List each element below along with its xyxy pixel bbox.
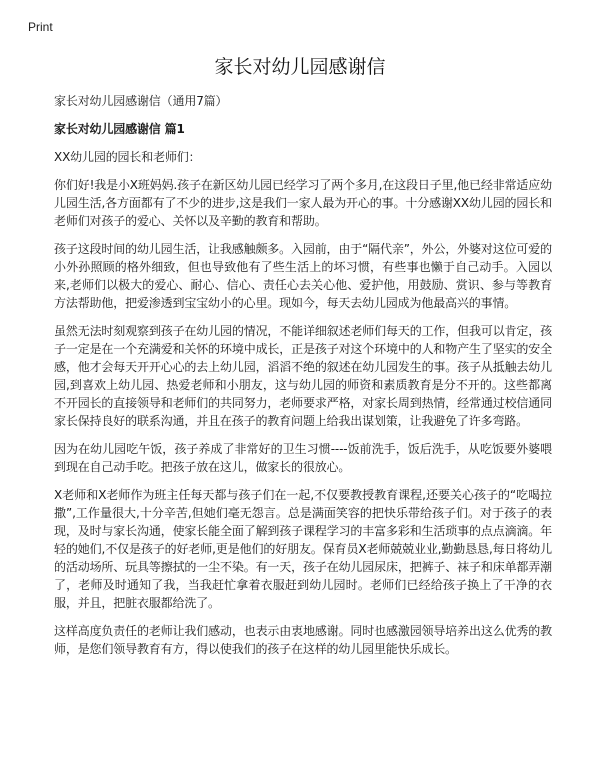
paragraph-1: 你们好!我是小X班妈妈.孩子在新区幼儿园已经学习了两个多月,在这段日子里,他已经非常适应幼儿园生活,各方面都有了不少的进步,这是我们一家人最为开心的事。十分感谢XX幼儿园的园长和老师们对孩子的爱心、关怀以及辛勤的教育和帮助。: [54, 178, 552, 228]
section-heading: 家长对幼儿园感谢信 篇1: [54, 122, 185, 136]
document-body: [54, 92, 552, 668]
paragraph-2: 孩子这段时间的幼儿园生活，让我感触颇多。入园前，由于“隔代亲”，外公，外婆对这位可爱的小外孙照顾的格外细致，但也导致他有了些生活上的坏习惯，有些事也懒于自己动手。入园以来,老师们以极大的爱心、耐心、信心、责任心去关心他、爱护他，用鼓励、赏识、参与等教育方法帮助他，把爱渗透到宝宝幼小的心里。现如今，每天去幼儿园成为他最高兴的事情。: [54, 242, 552, 310]
paragraph-5: X老师和X老师作为班主任每天都与孩子们在一起,不仅要教授教育课程,还要关心孩子的“吃喝拉撒”,工作量很大,十分辛苦,但她们毫无怨言。总是满面笑容的把快乐带给孩子们。对于孩子的表现，及时与家长沟通，使家长能全面了解到孩子课程学习的丰富多彩和生活琐事的点点滴滴。年轻的她们,不仅是孩子的好老师,更是他们的好朋友。保育员X老师兢兢业业,勤勤恳恳,每日将幼儿的活动场所、玩具等擦拭的一尘不染。有一天，孩子在幼儿园尿床，把裤子、袜子和床单都弄潮了，老师及时通知了我，当我赶忙拿着衣服赶到幼儿园时。老师们已经给孩子换上了干净的衣服，并且，把脏衣服都给洗了。: [54, 488, 552, 610]
document-subtitle: 家长对幼儿园感谢信（通用7篇）: [54, 94, 228, 108]
document-title: 家长对幼儿园感谢信: [214, 56, 386, 78]
salutation: XX幼儿园的园长和老师们：: [54, 150, 201, 164]
paragraph-4: 因为在幼儿园吃午饭，孩子养成了非常好的卫生习惯----饭前洗手，饭后洗手，从吃饭要外婆喂到现在自己动手吃。把孩子放在这儿，做家长的很放心。: [54, 442, 552, 474]
print-link[interactable]: Print: [28, 20, 53, 34]
paragraph-3: 虽然无法时刻观察到孩子在幼儿园的情况，不能详细叙述老师们每天的工作，但我可以肯定，孩子一定是在一个充满爱和关怀的环境中成长，正是孩子对这个环境中的人和物产生了坚实的安全感，他才会每天开开心心的去上幼儿园，滔滔不绝的叙述在幼儿园发生的事。孩子从抵触去幼儿园,到喜欢上幼儿园、热爱老师和小朋友，这与幼儿园的师资和素质教育是分不开的。这些都离不开园长的直接领导和老师们的共同努力，老师要求严格，对家长周到热情，经常通过校信通同家长保持良好的联系沟通，并且在孩子的教育问题上给我出谋划策，让我避免了许多弯路。: [54, 324, 552, 428]
paragraph-6: 这样高度负责任的老师让我们感动，也表示由衷地感谢。同时也感激园领导培养出这么优秀的教师，是您们领导教育有方，得以使我们的孩子在这样的幼儿园里能快乐成长。: [54, 624, 552, 656]
